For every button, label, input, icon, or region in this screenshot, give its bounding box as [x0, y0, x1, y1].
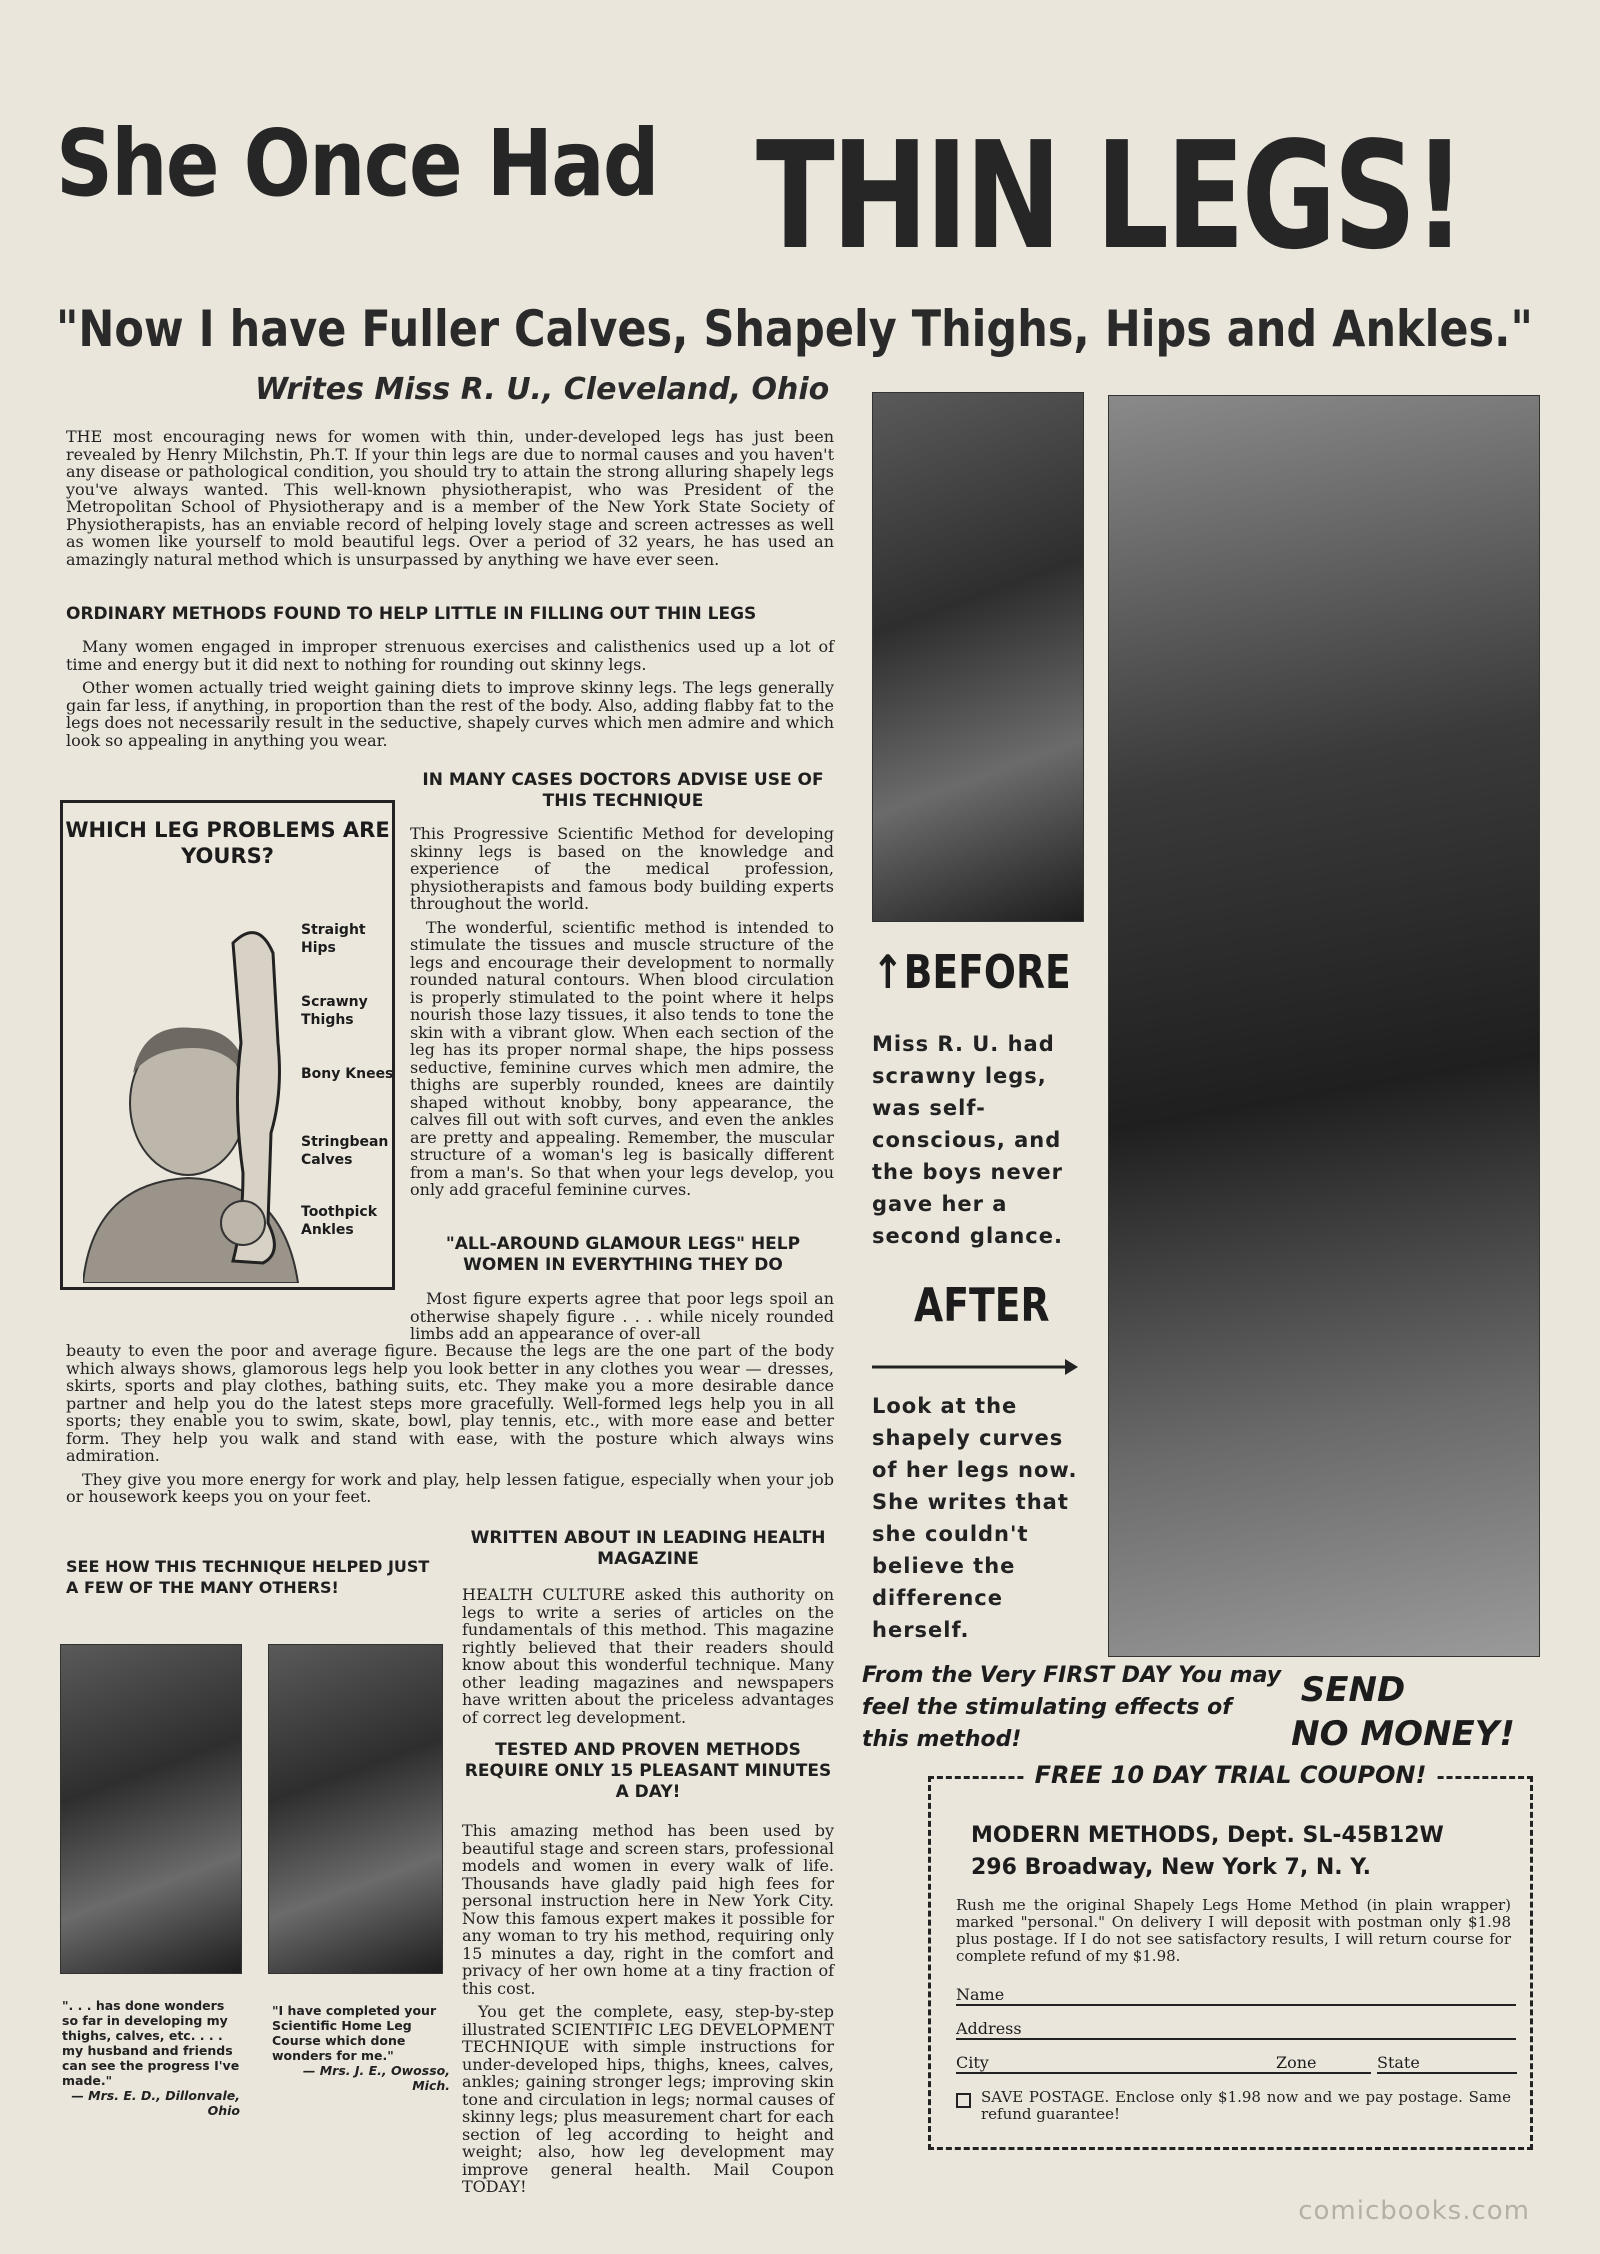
save-postage-checkbox[interactable] [956, 2093, 971, 2108]
before-label-wrap [872, 945, 1071, 999]
testimonial-photo-2 [268, 1644, 443, 1974]
section5-p2: You get the complete, easy, step-by-step illustrated SCIENTIFIC LEG DEVELOPMENT TECHNIQUE with simple instructions for under-developed hips, thighs, knees, calves, ankles; gaining stronger legs; improving skin tone and circulation in legs; normal causes of skinny legs; plus measurement chart for each section of leg according to height and weight; also, how leg development may improve general health. Mail Coupon TODAY! [462, 2002, 834, 2196]
section1-p1: Many women engaged in improper strenuous exercises and calisthenics used up a lot of time and energy but it did next to nothing for rounding out skinny legs. [66, 637, 834, 674]
section5-p1: This amazing method has been used by beautiful stage and screen stars, professional models and women in every walk of life. Thousands have gladly paid high fees for personal instruction here in New York City. Now this famous expert makes it possible for any woman to try his method, requiring only 15 minutes a day, right in the comfort and privacy of her own home at a tiny fraction of this cost. [462, 1821, 834, 1998]
section3-p1b: beauty to even the poor and average figure. Because the legs are the one part of the body which always shows, glamorous legs help you look better in any clothes you wear — dresses, skirts, sports and play clothes, bathing suits, etc. They make you a more desirable dance partner and help you do the latest steps more gracefully. Well-formed legs help you in all sports; they enable you to swim, skate, bowl, play tennis, etc., with more ease and better form. They help you walk and stand with ease, with the posture which always wins admiration. [66, 1341, 834, 1465]
before-caption: Miss R. U. had scrawny legs, was self-conscious, and the boys never gave her a second glance. [872, 1032, 1063, 1248]
coupon-name-label: Name [956, 1985, 1005, 2004]
testimonial-photo-1 [60, 1644, 242, 1974]
coupon-address-label: Address [956, 2019, 1022, 2038]
testimonial-1-author: — Mrs. E. D., Dillonvale, Ohio [71, 2088, 240, 2118]
coupon-address-field[interactable] [956, 2019, 1516, 2040]
section5-body [462, 1822, 834, 2202]
headline-part2: THIN LEGS! [756, 110, 1463, 282]
coupon-company: MODERN METHODS, Dept. SL-45B12W [971, 1823, 1444, 1848]
leg-problem-straight-hips: Straight Hips [301, 922, 366, 956]
testimonial-quote-1 [62, 1998, 240, 2118]
after-caption: Look at the shapely curves of her legs now. She writes that she couldn't believe the difference herself. [872, 1394, 1078, 1642]
section3-body-b [66, 1342, 834, 1512]
testimonial-1-text: ". . . has done wonders so far in developing my thighs, calves, etc. . . . my husband and friends can see the progress I've made." [62, 1998, 240, 2088]
section2-body [410, 825, 834, 1205]
coupon-city-field[interactable] [956, 2053, 1276, 2074]
send-no-money-line1: SEND [1300, 1670, 1406, 1710]
coupon-title: FREE 10 DAY TRIAL COUPON! [1025, 1761, 1437, 1789]
section2-title: IN MANY CASES DOCTORS ADVISE USE OF THIS TECHNIQUE [422, 770, 824, 811]
section3-p1a: Most figure experts agree that poor legs spoil an otherwise shapely figure . . . while nicely rounded limbs add an appearance of over-all [410, 1289, 834, 1343]
section1-p2: Other women actually tried weight gaining diets to improve skinny legs. The legs generally gain far less, if anything, in proportion than the rest of the body. Also, adding flabby fat to the legs does not necessarily result in the seductive, shapely curves which men admire and which look so appealing in anything you wear. [66, 678, 834, 750]
leg-problem-scrawny-thighs: Scrawny Thighs [301, 994, 368, 1028]
section3-p2: They give you more energy for work and play, help lessen fatigue, especially when your job or housework keeps you on your feet. [66, 1469, 834, 1506]
leg-problem-bony-knees: Bony Knees [301, 1066, 394, 1082]
section2-p1: This Progressive Scientific Method for developing skinny legs is based on the knowledge and experience of the medical profession, physiotherapists and famous body building experts throughout the world. [410, 824, 834, 913]
section4-title: WRITTEN ABOUT IN LEADING HEALTH MAGAZINE [470, 1528, 826, 1569]
section3-body-a [410, 1290, 834, 1349]
coupon-name-field[interactable] [956, 1985, 1516, 2006]
after-photo [1108, 395, 1540, 1657]
leg-problems-title: WHICH LEG PROBLEMS ARE YOURS? [65, 818, 390, 868]
section4-body [462, 1586, 834, 1732]
leg-problem-stringbean-calves: Stringbean Calves [301, 1134, 389, 1168]
coupon-state-label: State [1377, 2053, 1420, 2072]
before-label: BEFORE [903, 945, 1071, 999]
intro-text [66, 428, 834, 574]
section3-title: "ALL-AROUND GLAMOUR LEGS" HELP WOMEN IN EVERYTHING THEY DO [445, 1234, 801, 1275]
testimonial-quote-2 [272, 2003, 450, 2093]
save-postage-text: SAVE POSTAGE. Enclose only $1.98 now and we pay postage. Same refund guarantee! [981, 2088, 1511, 2123]
section1-title: ORDINARY METHODS FOUND TO HELP LITTLE IN FILLING OUT THIN LEGS [66, 604, 757, 624]
section2-p2: The wonderful, scientific method is intended to stimulate the tissues and muscle structure of the legs and encourage their development to normally rounded natural contours. When blood circulation is properly stimulated to the point where it helps nourish those lazy tissues, it also tends to tone the skin with a vibrant glow. When each section of the leg has its proper normal shape, the hips possess seductive, feminine curves which men admire, the thighs are superbly rounded, knees are daintily shaped without knobby, bony appearance, the calves fill out with soft curves, and even the ankles are pretty and appealing. Remember, the muscular structure of a woman's leg is basically different from a man's. So that when your legs develop, you only add graceful feminine curves. [410, 917, 834, 1199]
headline [56, 110, 1556, 285]
testimonials-title: SEE HOW THIS TECHNIQUE HELPED JUST A FEW OF THE MANY OTHERS! [66, 1557, 430, 1597]
coupon-zone-label: Zone [1276, 2053, 1317, 2072]
coupon-state-field[interactable] [1377, 2053, 1517, 2074]
byline: Writes Miss R. U., Cleveland, Ohio [255, 372, 830, 407]
section1-body [66, 638, 834, 755]
leg-problem-toothpick-ankles: Toothpick Ankles [301, 1204, 378, 1238]
right-arrow-icon [870, 1355, 1080, 1379]
headline-part1: She Once Had [56, 110, 658, 217]
testimonial-2-text: "I have completed your Scientific Home Leg Course which done wonders for me." [272, 2003, 437, 2063]
first-day-text: From the Very FIRST DAY You may feel the stimulating effects of this method! [862, 1663, 1282, 1752]
coupon-zone-field[interactable] [1276, 2053, 1371, 2074]
before-photo [872, 392, 1084, 922]
section5-title: TESTED AND PROVEN METHODS REQUIRE ONLY 15 PLEASANT MINUTES A DAY! [464, 1740, 832, 1802]
after-label: AFTER [914, 1278, 1050, 1332]
trial-coupon[interactable] [928, 1761, 1533, 2150]
leg-problems-box [60, 800, 395, 1290]
coupon-text: Rush me the original Shapely Legs Home Method (in plain wrapper) marked "personal." On delivery I will deposit with postman only $1.98 plus postage. If I do not see satisfactory results, I will return course for complete refund of my $1.98. [956, 1896, 1511, 1965]
intro-paragraph: THE most encouraging news for women with thin, under-developed legs has just been revealed by Henry Milchstin, Ph.T. If your thin legs are due to normal causes and you haven't any disease or pathological condition, you should try to attain the strong alluring shapely legs you've always wanted. This well-known physiotherapist, who was President of the Metropolitan School of Physiotherapy and is a member of the New York State Society of Physiotherapists, has an enviable record of helping lovely stage and screen actresses as well as women like yourself to mold beautiful legs. Over a period of 32 years, he has used an amazingly natural method which is unsurpassed by anything we have ever seen. [66, 427, 834, 569]
send-no-money [1258, 1668, 1548, 1756]
send-no-money-line2: NO MONEY! [1291, 1714, 1515, 1754]
coupon-city-label: City [956, 2053, 989, 2072]
coupon-address: 296 Broadway, New York 7, N. Y. [971, 1855, 1371, 1880]
testimonial-2-author: — Mrs. J. E., Owosso, Mich. [302, 2063, 450, 2093]
subheadline: "Now I have Fuller Calves, Shapely Thighs, Hips and Ankles." [56, 300, 1533, 358]
up-arrow-icon: ↑ [872, 945, 904, 999]
section4-p1: HEALTH CULTURE asked this authority on legs to write a series of articles on the fundamentals of this method. This magazine rightly believed that their readers should know about this wonderful technique. Many other leading magazines and newspapers have written about the priceless advantages of correct leg development. [462, 1585, 834, 1727]
watermark: comicbooks.com [1298, 2196, 1530, 2226]
